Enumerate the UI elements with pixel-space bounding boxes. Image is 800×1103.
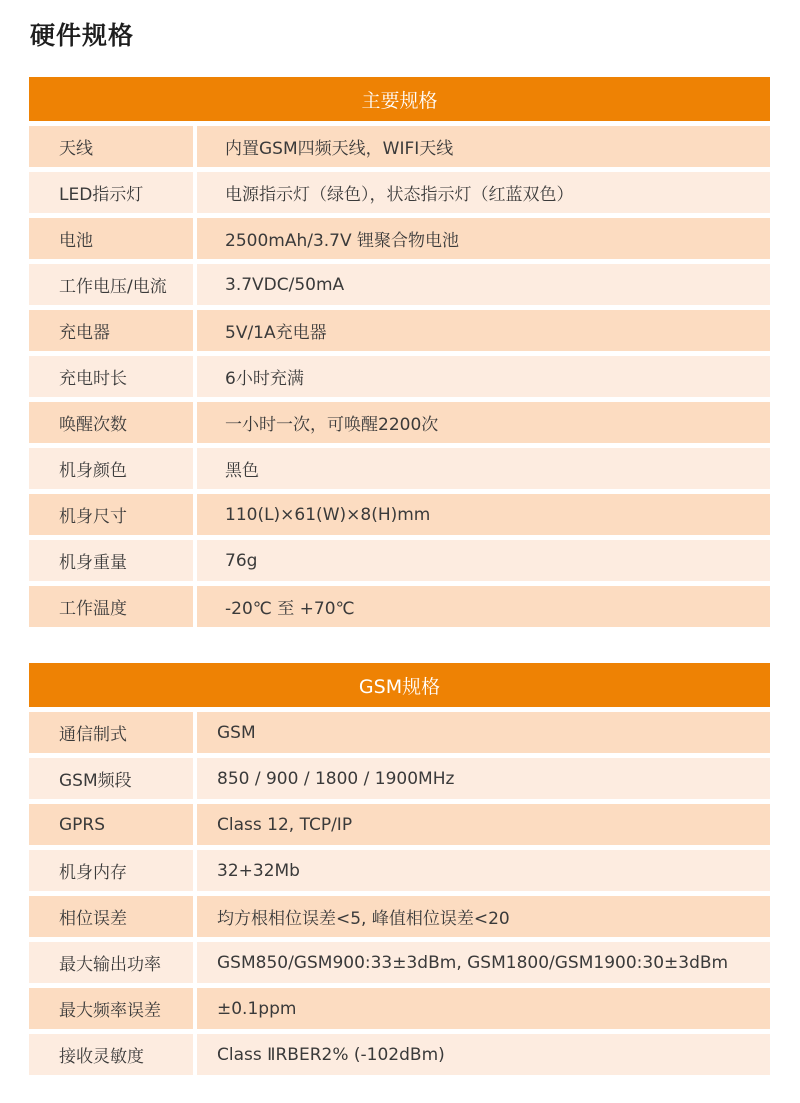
spec-label: 充电时长	[29, 356, 193, 397]
table-row	[29, 712, 770, 753]
spec-value: ±0.1ppm	[197, 988, 770, 1029]
spec-label: 机身颜色	[29, 448, 193, 489]
table-row	[29, 448, 770, 489]
gsm-specs-table	[29, 663, 770, 1075]
table-row	[29, 172, 770, 213]
spec-value: 电源指示灯（绿色），状态指示灯（红蓝双色）	[197, 172, 770, 213]
spec-value: Class ⅡRBER2% (-102dBm)	[197, 1034, 770, 1075]
table-row	[29, 126, 770, 167]
table-row	[29, 218, 770, 259]
spec-value: 3.7VDC/50mA	[197, 264, 770, 305]
page-title: 硬件规格	[30, 21, 135, 50]
spec-value: 2500mAh/3.7V 锂聚合物电池	[197, 218, 770, 259]
table-row	[29, 402, 770, 443]
spec-label: GPRS	[29, 804, 193, 845]
spec-value: GSM850/GSM900:33±3dBm, GSM1800/GSM1900:30±3dBm	[197, 942, 770, 983]
table-row	[29, 356, 770, 397]
spec-value: 32+32Mb	[197, 850, 770, 891]
spec-value: -20℃ 至 +70℃	[197, 586, 770, 627]
table-row	[29, 1034, 770, 1075]
table-row	[29, 896, 770, 937]
spec-label: 通信制式	[29, 712, 193, 753]
table-row	[29, 310, 770, 351]
table-row	[29, 758, 770, 799]
spec-label: 电池	[29, 218, 193, 259]
table-row	[29, 586, 770, 627]
table-row	[29, 540, 770, 581]
spec-label: GSM频段	[29, 758, 193, 799]
spec-value: 76g	[197, 540, 770, 581]
spec-label: 充电器	[29, 310, 193, 351]
spec-label: 最大频率误差	[29, 988, 193, 1029]
spec-label: 机身内存	[29, 850, 193, 891]
spec-label: 工作电压/电流	[29, 264, 193, 305]
spec-value: Class 12, TCP/IP	[197, 804, 770, 845]
table-row	[29, 850, 770, 891]
table-row	[29, 804, 770, 845]
spec-label: 机身尺寸	[29, 494, 193, 535]
table-row	[29, 494, 770, 535]
spec-label: 机身重量	[29, 540, 193, 581]
spec-label: LED指示灯	[29, 172, 193, 213]
spec-label: 天线	[29, 126, 193, 167]
spec-label: 接收灵敏度	[29, 1034, 193, 1075]
table-row	[29, 942, 770, 983]
spec-value: 6小时充满	[197, 356, 770, 397]
spec-value: 5V/1A充电器	[197, 310, 770, 351]
main-specs-table	[29, 77, 770, 627]
spec-label: 最大输出功率	[29, 942, 193, 983]
spec-value: 一小时一次，可唤醒2200次	[197, 402, 770, 443]
main-specs-header: 主要规格	[29, 77, 770, 121]
spec-label: 相位误差	[29, 896, 193, 937]
spec-value: 110(L)×61(W)×8(H)mm	[197, 494, 770, 535]
spec-value: 均方根相位误差<5, 峰值相位误差<20	[197, 896, 770, 937]
spec-value: GSM	[197, 712, 770, 753]
table-row	[29, 988, 770, 1029]
spec-value: 内置GSM四频天线，WIFI天线	[197, 126, 770, 167]
table-row	[29, 264, 770, 305]
spec-value: 850 / 900 / 1800 / 1900MHz	[197, 758, 770, 799]
gsm-specs-header: GSM规格	[29, 663, 770, 707]
spec-value: 黑色	[197, 448, 770, 489]
spec-label: 唤醒次数	[29, 402, 193, 443]
spec-label: 工作温度	[29, 586, 193, 627]
